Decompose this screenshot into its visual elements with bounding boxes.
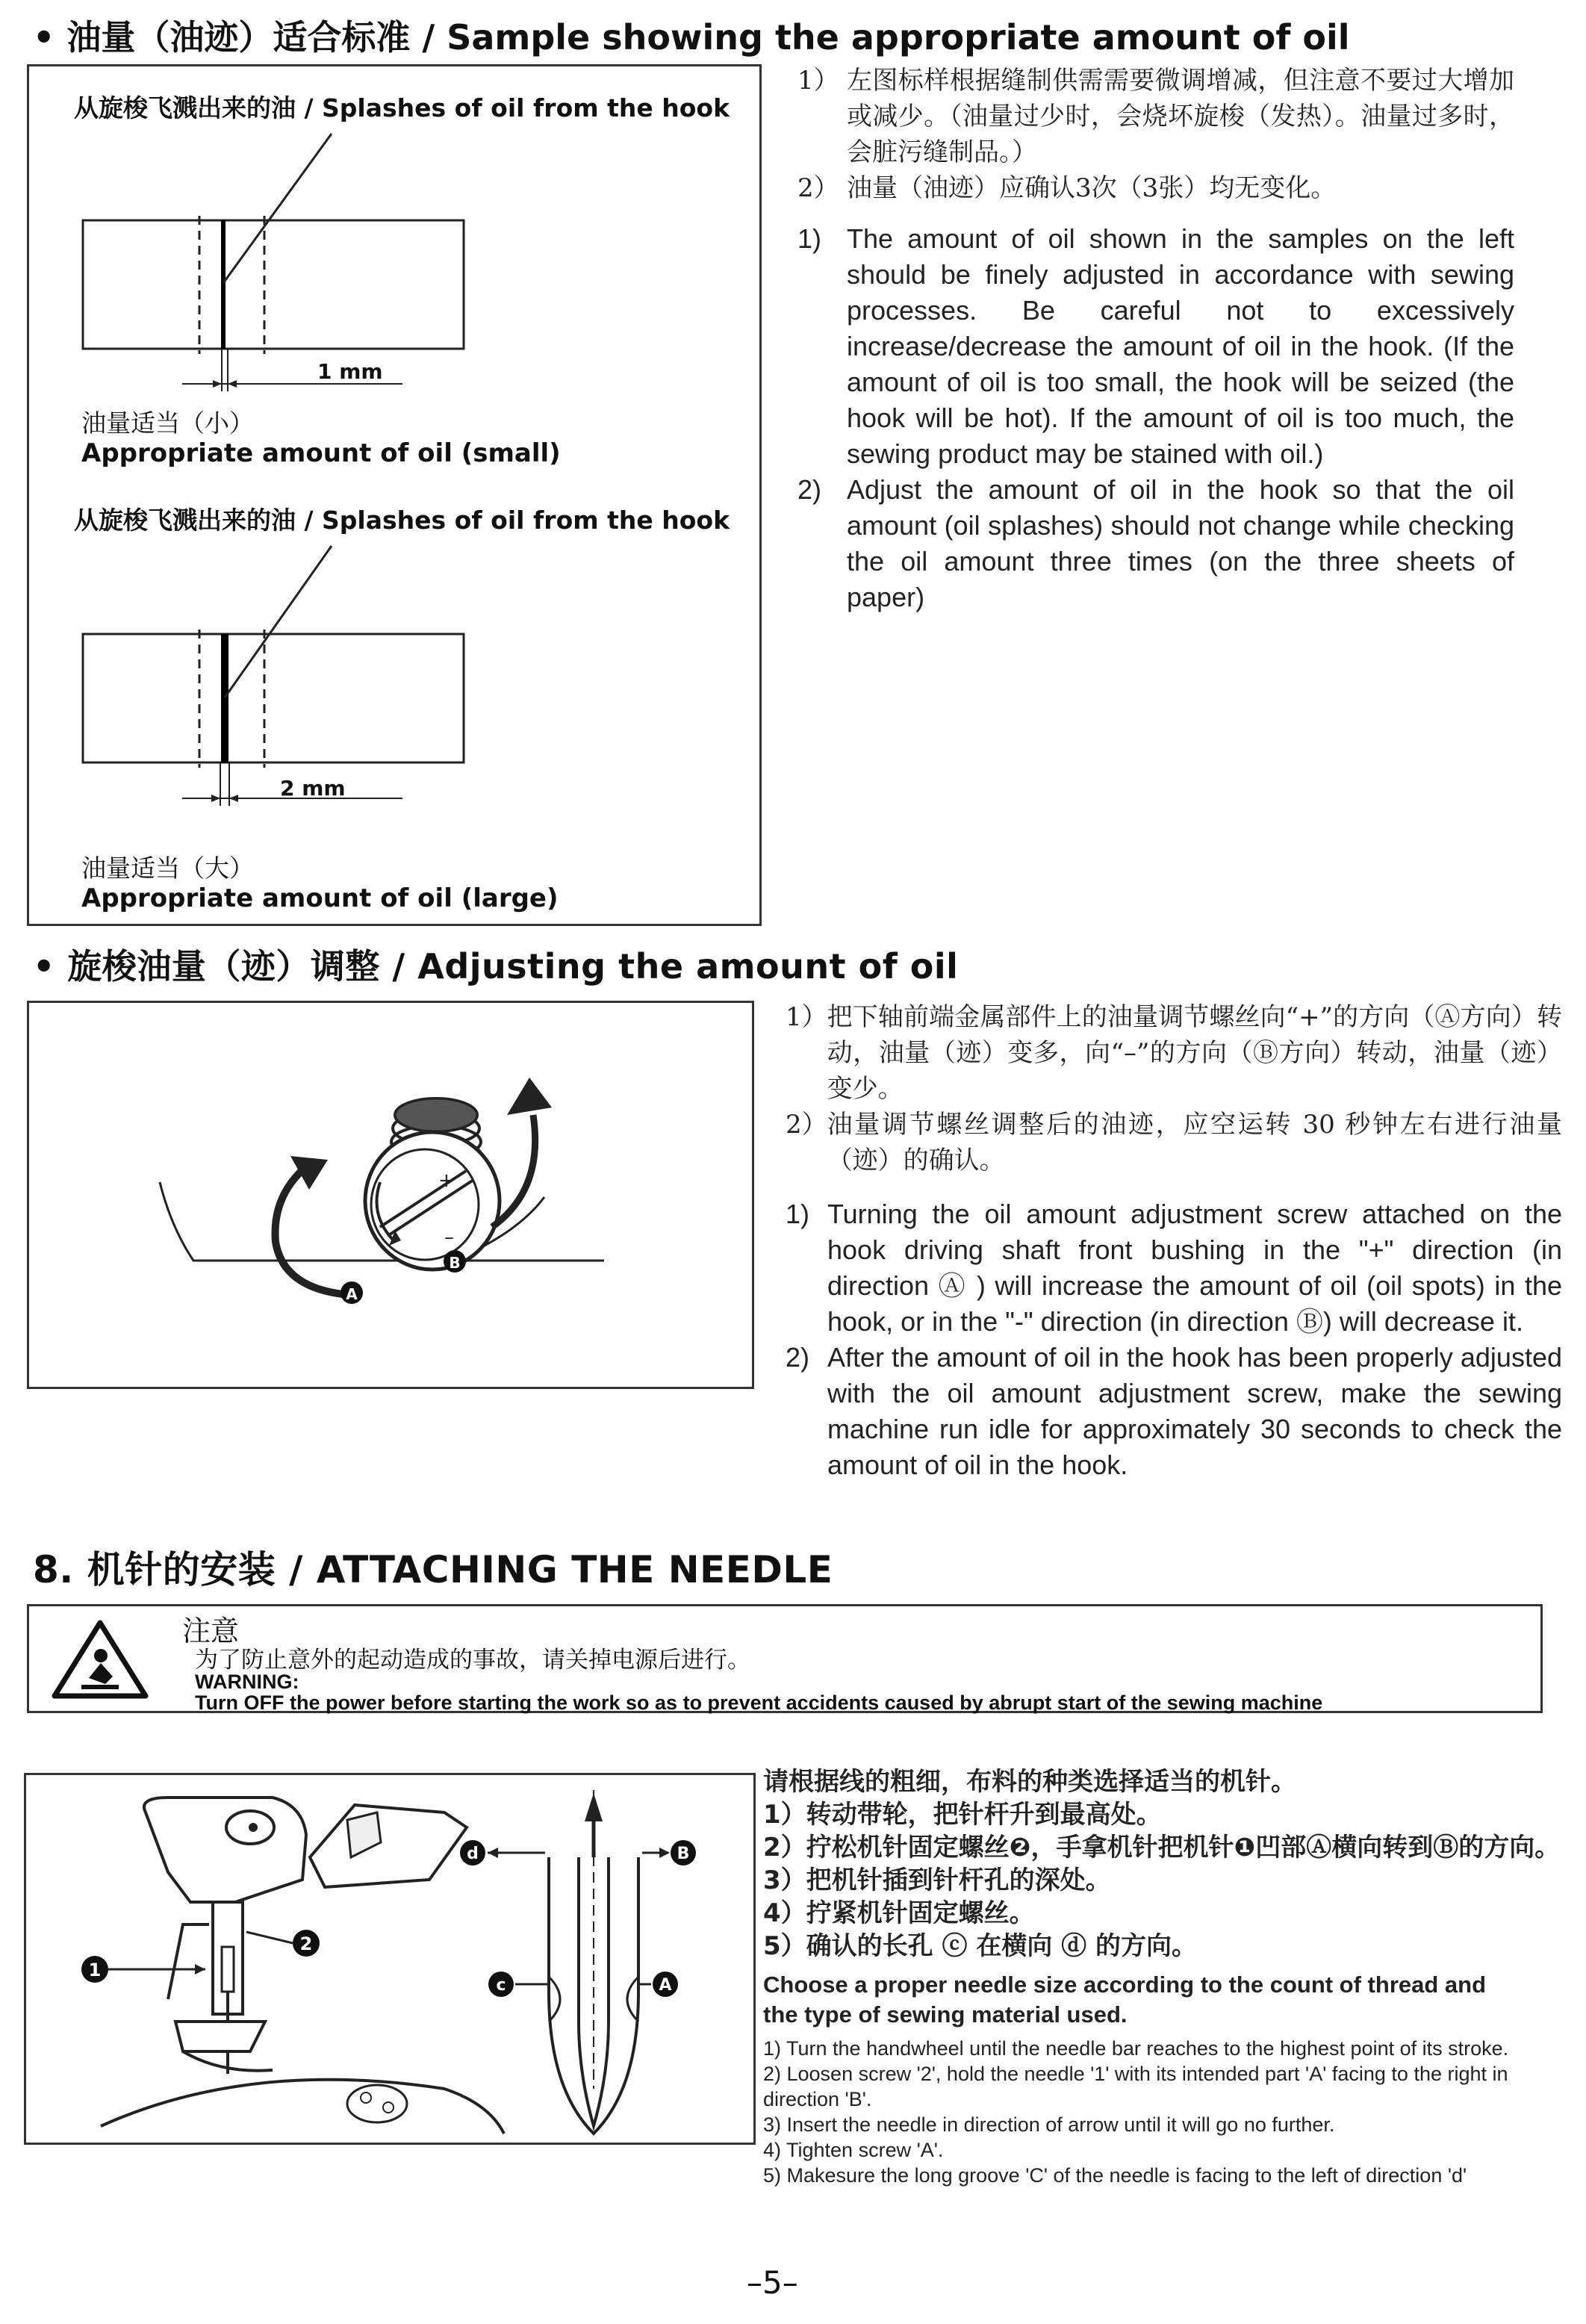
warning-box [27,1604,1543,1713]
s3-zh-item-3: 3） 把机针插到针杆孔的深处。 [763,1865,1111,1895]
svg-text:A: A [346,1285,358,1303]
caption-large-en: Appropriate amount of oil (large) [81,883,559,913]
caption-small-zh: 油量适当（小） [81,408,254,438]
svg-text:B: B [677,1845,690,1863]
warning-en-text: Turn OFF the power before starting the work so as to prevent accidents caused by abrupt start of the sewing machine [195,1691,1323,1714]
s1-en-item-1: 1) The amount of oil shown in the samples on the left should be finely adjusted in accordance with sewing processes. Be careful not to excessively increase/decrease the amount of oil in the hook. (If the amount of oil is too small, the hook will be seized (the hook will be hot). If the amount of oil is too much, the sewing product may be stained with oil.) [797,223,1514,469]
oil-adjust-screw-diagram [29,1003,752,1387]
s3-zh-intro: 请根据线的粗细，布料的种类选择适当的机针。 [763,1767,1296,1797]
s3-en-item-5: 5) Makesure the long groove 'C' of the needle is facing to the left of direction 'd' [763,2164,1467,2187]
s3-zh-item-4: 4） 拧紧机针固定螺丝。 [763,1898,1035,1928]
splash-label-small: 从旋梭飞溅出来的油 / Splashes of oil from the hook [74,93,730,122]
s3-en-intro: Choose a proper needle size according to the count of thread and the type of sewing material used. [763,1972,1487,2028]
svg-text:1: 1 [88,1960,102,1980]
needle-attach-diagram [26,1775,753,2143]
paper-sheet-small [83,220,464,349]
s2-en-item-2: 2) After the amount of oil in the hook has been properly adjusted with the oil amount adjustment screw, make the sewing machine run idle for approximately 30 seconds to check the amount of oil in the hook. [786,1342,1562,1480]
svg-text:2: 2 [299,1933,313,1954]
s3-zh-item-5: 5） 确认的长孔 ⓒ 在横向 ⓓ 的方向。 [763,1931,1198,1961]
s2-zh-item-2: 2） 油量调节螺丝调整后的油迹，应空运转 30 秒钟左右进行油量（迹）的确认。 [786,1110,1562,1175]
s1-en-item-2: 2) Adjust the amount of oil in the hook so that the oil amount (oil splashes) should not change while checking the oil amount three times (on the three sheets of paper) [797,474,1514,612]
svg-text:c: c [496,1976,506,1995]
caption-large-zh: 油量适当（大） [81,854,254,883]
s2-en-item-1: 1) Turning the oil amount adjustment screw attached on the hook driving shaft front bushing in the "+" direction (in direction Ⓐ ) will increase the amount of oil (oil spots) in the hook, or in the "-" direction (in direction Ⓑ) will decrease it. [786,1199,1562,1337]
section2-title: • 旋梭油量（迹）调整 / Adjusting the amount of oil [33,946,959,987]
svg-text:A: A [659,1976,672,1995]
warning-en-title: WARNING: [195,1671,299,1693]
section1-text [797,63,1514,615]
section3-title: 8. 机针的安装 / ATTACHING THE NEEDLE [33,1548,833,1591]
oil-sample-figure-box [27,64,762,926]
page-number: –5– [747,2264,798,2301]
paper-sheet-large [83,634,464,762]
oil-sample-large-diagram [29,537,761,821]
s3-en-item-3: 3) Insert the needle in direction of arrow until it will go no further. [763,2113,1335,2136]
s1-zh-item-1: 1） 左图标样根据缝制供需需要微调增减，但注意不要过大增加或减少。（油量过少时，会烧坏旋梭（发热）。油量过多时，会脏污缝制品。） [797,66,1514,167]
section2-text [786,999,1562,1483]
s2-zh-item-1: 1） 把下轴前端金属部件上的油量调节螺丝向“+”的方向（Ⓐ方向）转动，油量（迹）变多，向“–”的方向（Ⓑ方向）转动，油量（迹）变少。 [786,1002,1562,1104]
svg-text:B: B [449,1254,461,1272]
dim-label-small: 1 mm [317,359,383,384]
warning-zh-text: 为了防止意外的起动造成的事故，请关掉电源后进行。 [195,1647,750,1674]
s1-zh-item-2: 2） 油量（油迹）应确认3次（3张）均无变化。 [797,173,1337,203]
caption-small-en: Appropriate amount of oil (small) [81,438,561,468]
s3-en-item-1: 1) Turn the handwheel until the needle bar reaches to the highest point of its stroke. [763,2037,1509,2060]
oil-sample-small-diagram [29,126,761,425]
dim-label-large: 2 mm [280,776,346,801]
section1-title: • 油量（油迹）适合标准 / Sample showing the appropriate amount of oil [33,17,1350,58]
svg-text:+: + [438,1169,455,1192]
warning-zh-title: 注意 [182,1615,240,1647]
s3-en-item-4: 4) Tighten screw 'A'. [763,2139,944,2161]
needle-figure-box [24,1773,756,2145]
svg-text:–: – [444,1226,454,1249]
s3-zh-item-1: 1） 转动带轮，把针杆升到最高处。 [763,1800,1162,1830]
s3-en-item-2: 2) Loosen screw '2', hold the needle '1' with its intended part 'A' facing to the right in direction 'B'. [763,2063,1508,2110]
s3-zh-item-2: 2） 拧松机针固定螺丝❷，手拿机针把机针❶凹部Ⓐ横向转到Ⓑ的方向。 [763,1833,1561,1862]
splash-label-large: 从旋梭飞溅出来的油 / Splashes of oil from the hook [74,506,730,535]
section3-text [763,1765,1577,2188]
svg-text:d: d [467,1845,479,1863]
oil-adjust-figure-box [27,1001,754,1389]
warning-triangle-icon [52,1618,156,1700]
